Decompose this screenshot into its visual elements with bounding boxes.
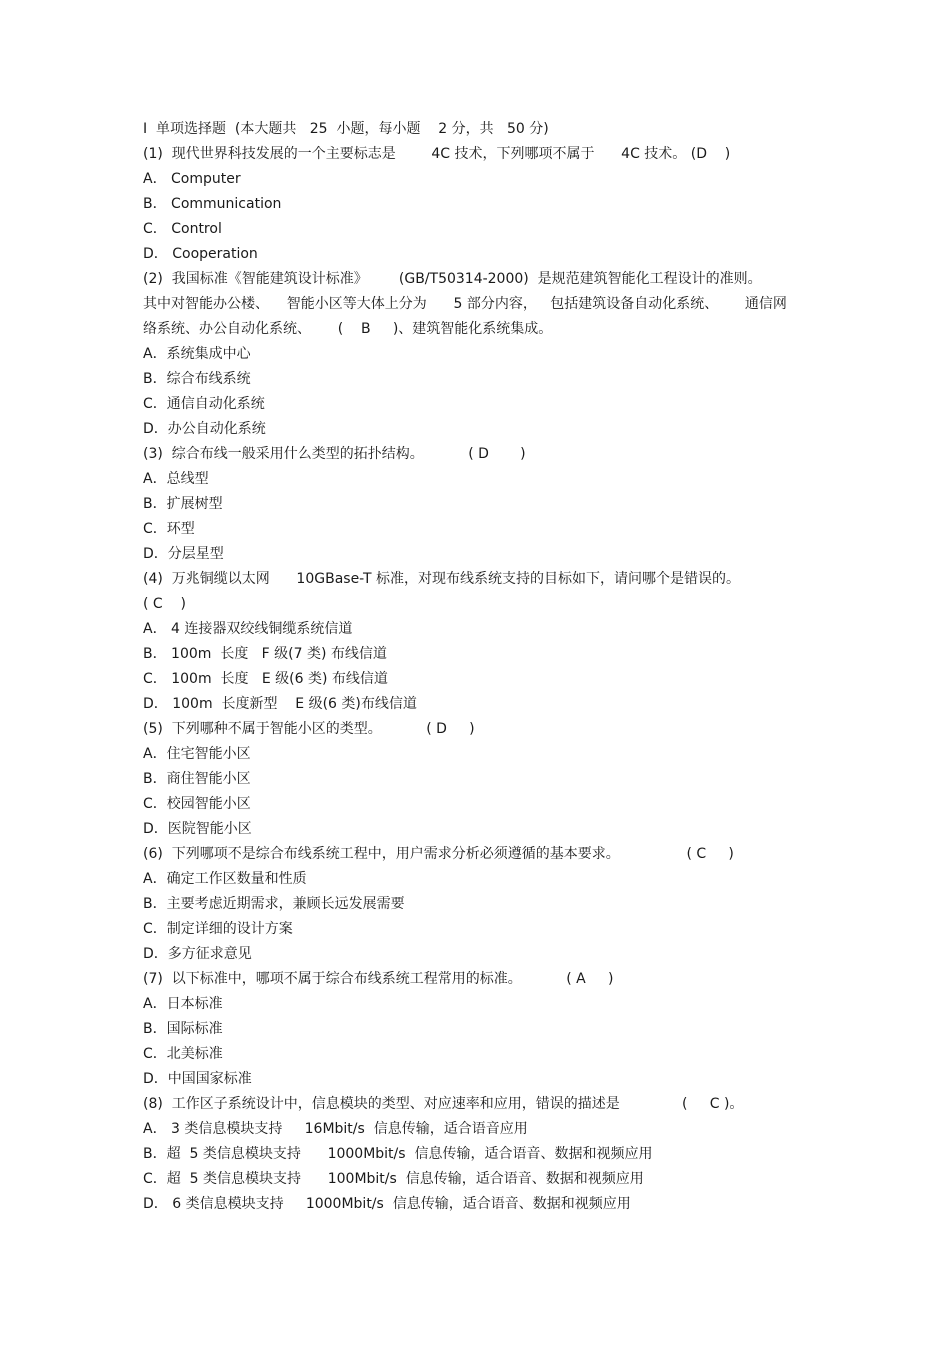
question-stem: (1) 现代世界科技发展的一个主要标志是 4C 技术，下列哪项不属于 4C 技术。 (D ) bbox=[143, 146, 731, 162]
option-b: B．扩展树型 bbox=[143, 496, 223, 512]
option-a: A．总线型 bbox=[143, 471, 209, 487]
question-stem-cont: 络系统、办公自动化系统、 ( B )、建筑智能化系统集成。 bbox=[143, 321, 553, 337]
option-a: A．日本标准 bbox=[143, 996, 223, 1012]
option-c: C．通信自动化系统 bbox=[143, 396, 265, 412]
option-b: B．主要考虑近期需求，兼顾长远发展需要 bbox=[143, 896, 405, 912]
option-d: D． Cooperation bbox=[143, 246, 258, 262]
option-d: D． 6 类信息模块支持 1000Mbit/s 信息传输，适合语音、数据和视频应用 bbox=[143, 1196, 631, 1212]
question-7 bbox=[143, 967, 823, 1092]
question-stem: (8) 工作区子系统设计中，信息模块的类型、对应速率和应用，错误的描述是 ( C )。 bbox=[143, 1096, 744, 1112]
question-stem-cont: 其中对智能办公楼、 智能小区等大体上分为 5 部分内容， 包括建筑设备自动化系统、 通信网 bbox=[143, 296, 787, 312]
option-a: A． Computer bbox=[143, 171, 241, 187]
option-b: B． 100m 长度 F 级(7 类) 布线信道 bbox=[143, 646, 387, 662]
option-b: B．商住智能小区 bbox=[143, 771, 251, 787]
question-stem: (7) 以下标准中，哪项不属于综合布线系统工程常用的标准。 ( A ) bbox=[143, 971, 614, 987]
question-stem: (2) 我国标准《智能建筑设计标准》 (GB/T50314-2000) 是规范建筑智能化工程设计的准则。 bbox=[143, 271, 762, 287]
question-3 bbox=[143, 442, 823, 567]
option-a: A． 4 连接器双绞线铜缆系统信道 bbox=[143, 621, 353, 637]
option-b: B．综合布线系统 bbox=[143, 371, 251, 387]
option-d: D．办公自动化系统 bbox=[143, 421, 266, 437]
question-stem: (5) 下列哪种不属于智能小区的类型。 ( D ) bbox=[143, 721, 475, 737]
option-c: C．制定详细的设计方案 bbox=[143, 921, 293, 937]
option-b: B．国际标准 bbox=[143, 1021, 223, 1037]
option-c: C．超 5 类信息模块支持 100Mbit/s 信息传输，适合语音、数据和视频应用 bbox=[143, 1171, 644, 1187]
option-d: D．多方征求意见 bbox=[143, 946, 252, 962]
option-d: D． 100m 长度新型 E 级(6 类)布线信道 bbox=[143, 696, 417, 712]
question-6 bbox=[143, 842, 823, 967]
option-a: A． 3 类信息模块支持 16Mbit/s 信息传输，适合语音应用 bbox=[143, 1121, 528, 1137]
question-8 bbox=[143, 1092, 823, 1217]
option-c: C．北美标准 bbox=[143, 1046, 223, 1062]
section-title: Ⅰ 单项选择题 (本大题共 25 小题，每小题 2 分，共 50 分) bbox=[143, 121, 549, 137]
document-page bbox=[143, 117, 823, 1217]
option-b: B．超 5 类信息模块支持 1000Mbit/s 信息传输，适合语音、数据和视频应用 bbox=[143, 1146, 653, 1162]
option-c: C．校园智能小区 bbox=[143, 796, 251, 812]
option-d: D．医院智能小区 bbox=[143, 821, 252, 837]
option-a: A．系统集成中心 bbox=[143, 346, 251, 362]
question-4 bbox=[143, 567, 823, 717]
option-d: D．分层星型 bbox=[143, 546, 224, 562]
option-b: B． Communication bbox=[143, 196, 282, 212]
question-stem: (3) 综合布线一般采用什么类型的拓扑结构。 ( D ) bbox=[143, 446, 526, 462]
question-1 bbox=[143, 142, 823, 267]
question-5 bbox=[143, 717, 823, 842]
option-d: D．中国国家标准 bbox=[143, 1071, 252, 1087]
option-c: C． 100m 长度 E 级(6 类) 布线信道 bbox=[143, 671, 388, 687]
option-a: A．住宅智能小区 bbox=[143, 746, 251, 762]
option-c: C．环型 bbox=[143, 521, 195, 537]
option-c: C． Control bbox=[143, 221, 222, 237]
question-stem: (4) 万兆铜缆以太网 10GBase-T 标准，对现布线系统支持的目标如下，请问哪个是错误的。 bbox=[143, 571, 740, 587]
question-2 bbox=[143, 267, 823, 442]
question-stem-cont: ( C ) bbox=[143, 596, 186, 612]
question-stem: (6) 下列哪项不是综合布线系统工程中，用户需求分析必须遵循的基本要求。 ( C ) bbox=[143, 846, 734, 862]
option-a: A．确定工作区数量和性质 bbox=[143, 871, 307, 887]
